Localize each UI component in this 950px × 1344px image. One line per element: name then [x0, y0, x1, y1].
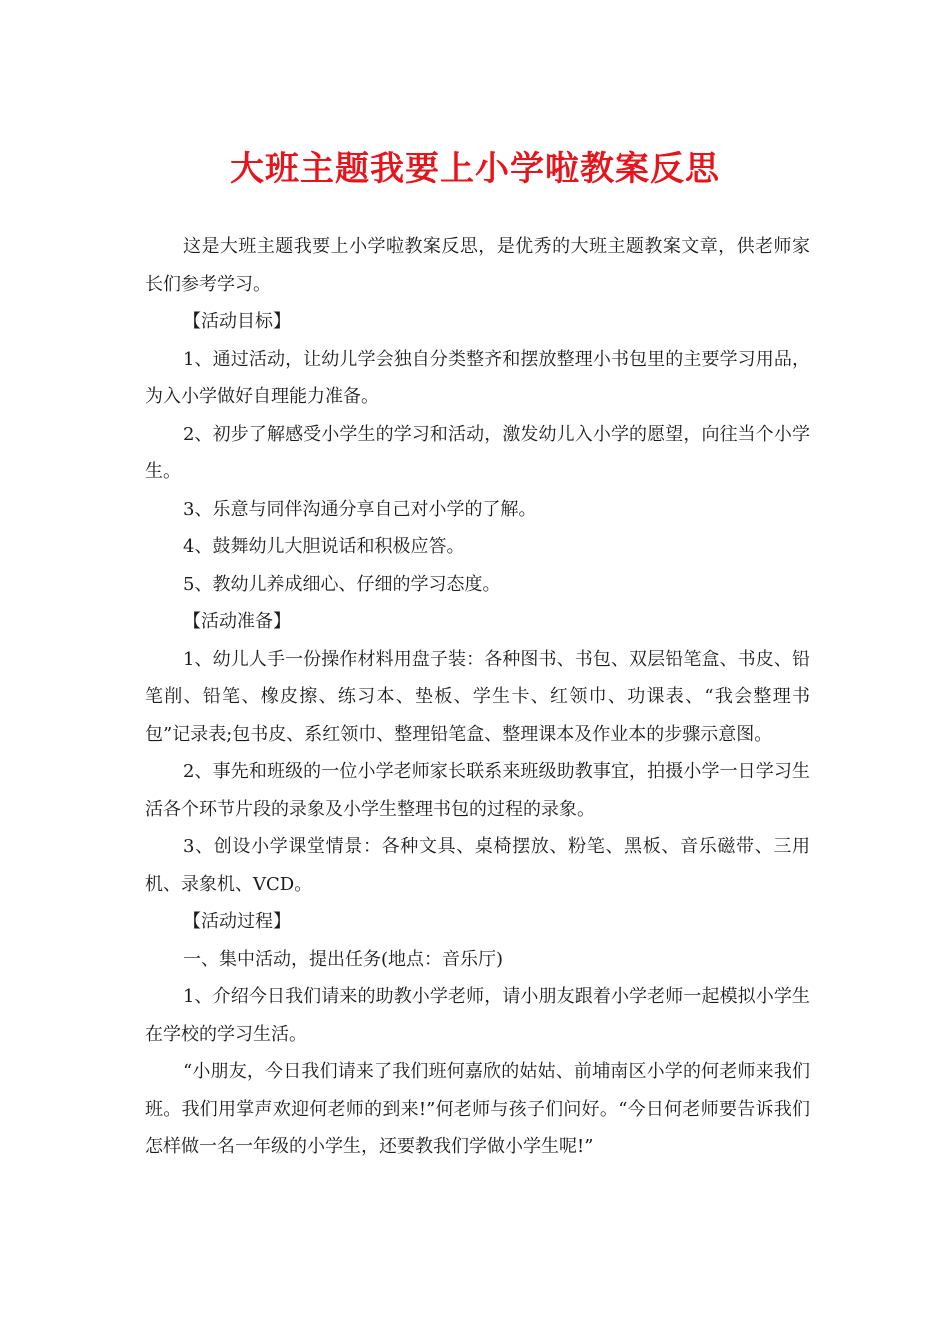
paragraph-intro: 这是大班主题我要上小学啦教案反思，是优秀的大班主题教案文章，供老师家长们参考学习。	[145, 236, 810, 295]
paragraph-process-step-1: 一、集中活动，提出任务(地点：音乐厅)	[183, 948, 504, 970]
paragraph-process-1: 1、介绍今日我们请来的助教小学老师，请小朋友跟着小学老师一起模拟小学生在学校的学习生活。	[145, 986, 810, 1045]
paragraph-goal-3: 3、乐意与同伴沟通分享自己对小学的了解。	[183, 498, 537, 520]
document-title: 大班主题我要上小学啦教案反思	[230, 149, 720, 189]
document-body	[145, 228, 810, 1166]
paragraph-prep-3: 3、创设小学课堂情景：各种文具、桌椅摆放、粉笔、黑板、音乐磁带、三用机、录象机、VCD。	[145, 836, 810, 895]
paragraph-goal-1: 1、通过活动，让幼儿学会独自分类整齐和摆放整理小书包里的主要学习用品，为入小学做好自理能力准备。	[145, 348, 810, 407]
section-heading-preparation: 【活动准备】	[183, 611, 291, 632]
paragraph-goal-4: 4、鼓舞幼儿大胆说话和积极应答。	[183, 536, 465, 557]
paragraph-process-quote: “小朋友，今日我们请来了我们班何嘉欣的姑姑、前埔南区小学的何老师来我们班。我们用掌声欢迎何老师的到来!”何老师与孩子们问好。“今日何老师要告诉我们怎样做一名一年级的小学生，还要教我们学做小学生呢!”	[145, 1061, 810, 1157]
paragraph-goal-5: 5、教幼儿养成细心、仔细的学习态度。	[183, 573, 501, 595]
paragraph-prep-1: 1、幼儿人手一份操作材料用盘子装：各种图书、书包、双层铅笔盒、书皮、铅笔削、铅笔、橡皮擦、练习本、垫板、学生卡、红领巾、功课表、“我会整理书包”记录表;包书皮、系红领巾、整理铅笔盒、整理课本及作业本的步骤示意图。	[145, 648, 810, 745]
section-heading-process: 【活动过程】	[183, 911, 291, 932]
section-heading-goals: 【活动目标】	[183, 311, 291, 332]
paragraph-goal-2: 2、初步了解感受小学生的学习和活动，激发幼儿入小学的愿望，向往当个小学生。	[145, 423, 810, 482]
paragraph-prep-2: 2、事先和班级的一位小学老师家长联系来班级助教事宜，拍摄小学一日学习生活各个环节片段的录象及小学生整理书包的过程的录象。	[145, 761, 810, 820]
